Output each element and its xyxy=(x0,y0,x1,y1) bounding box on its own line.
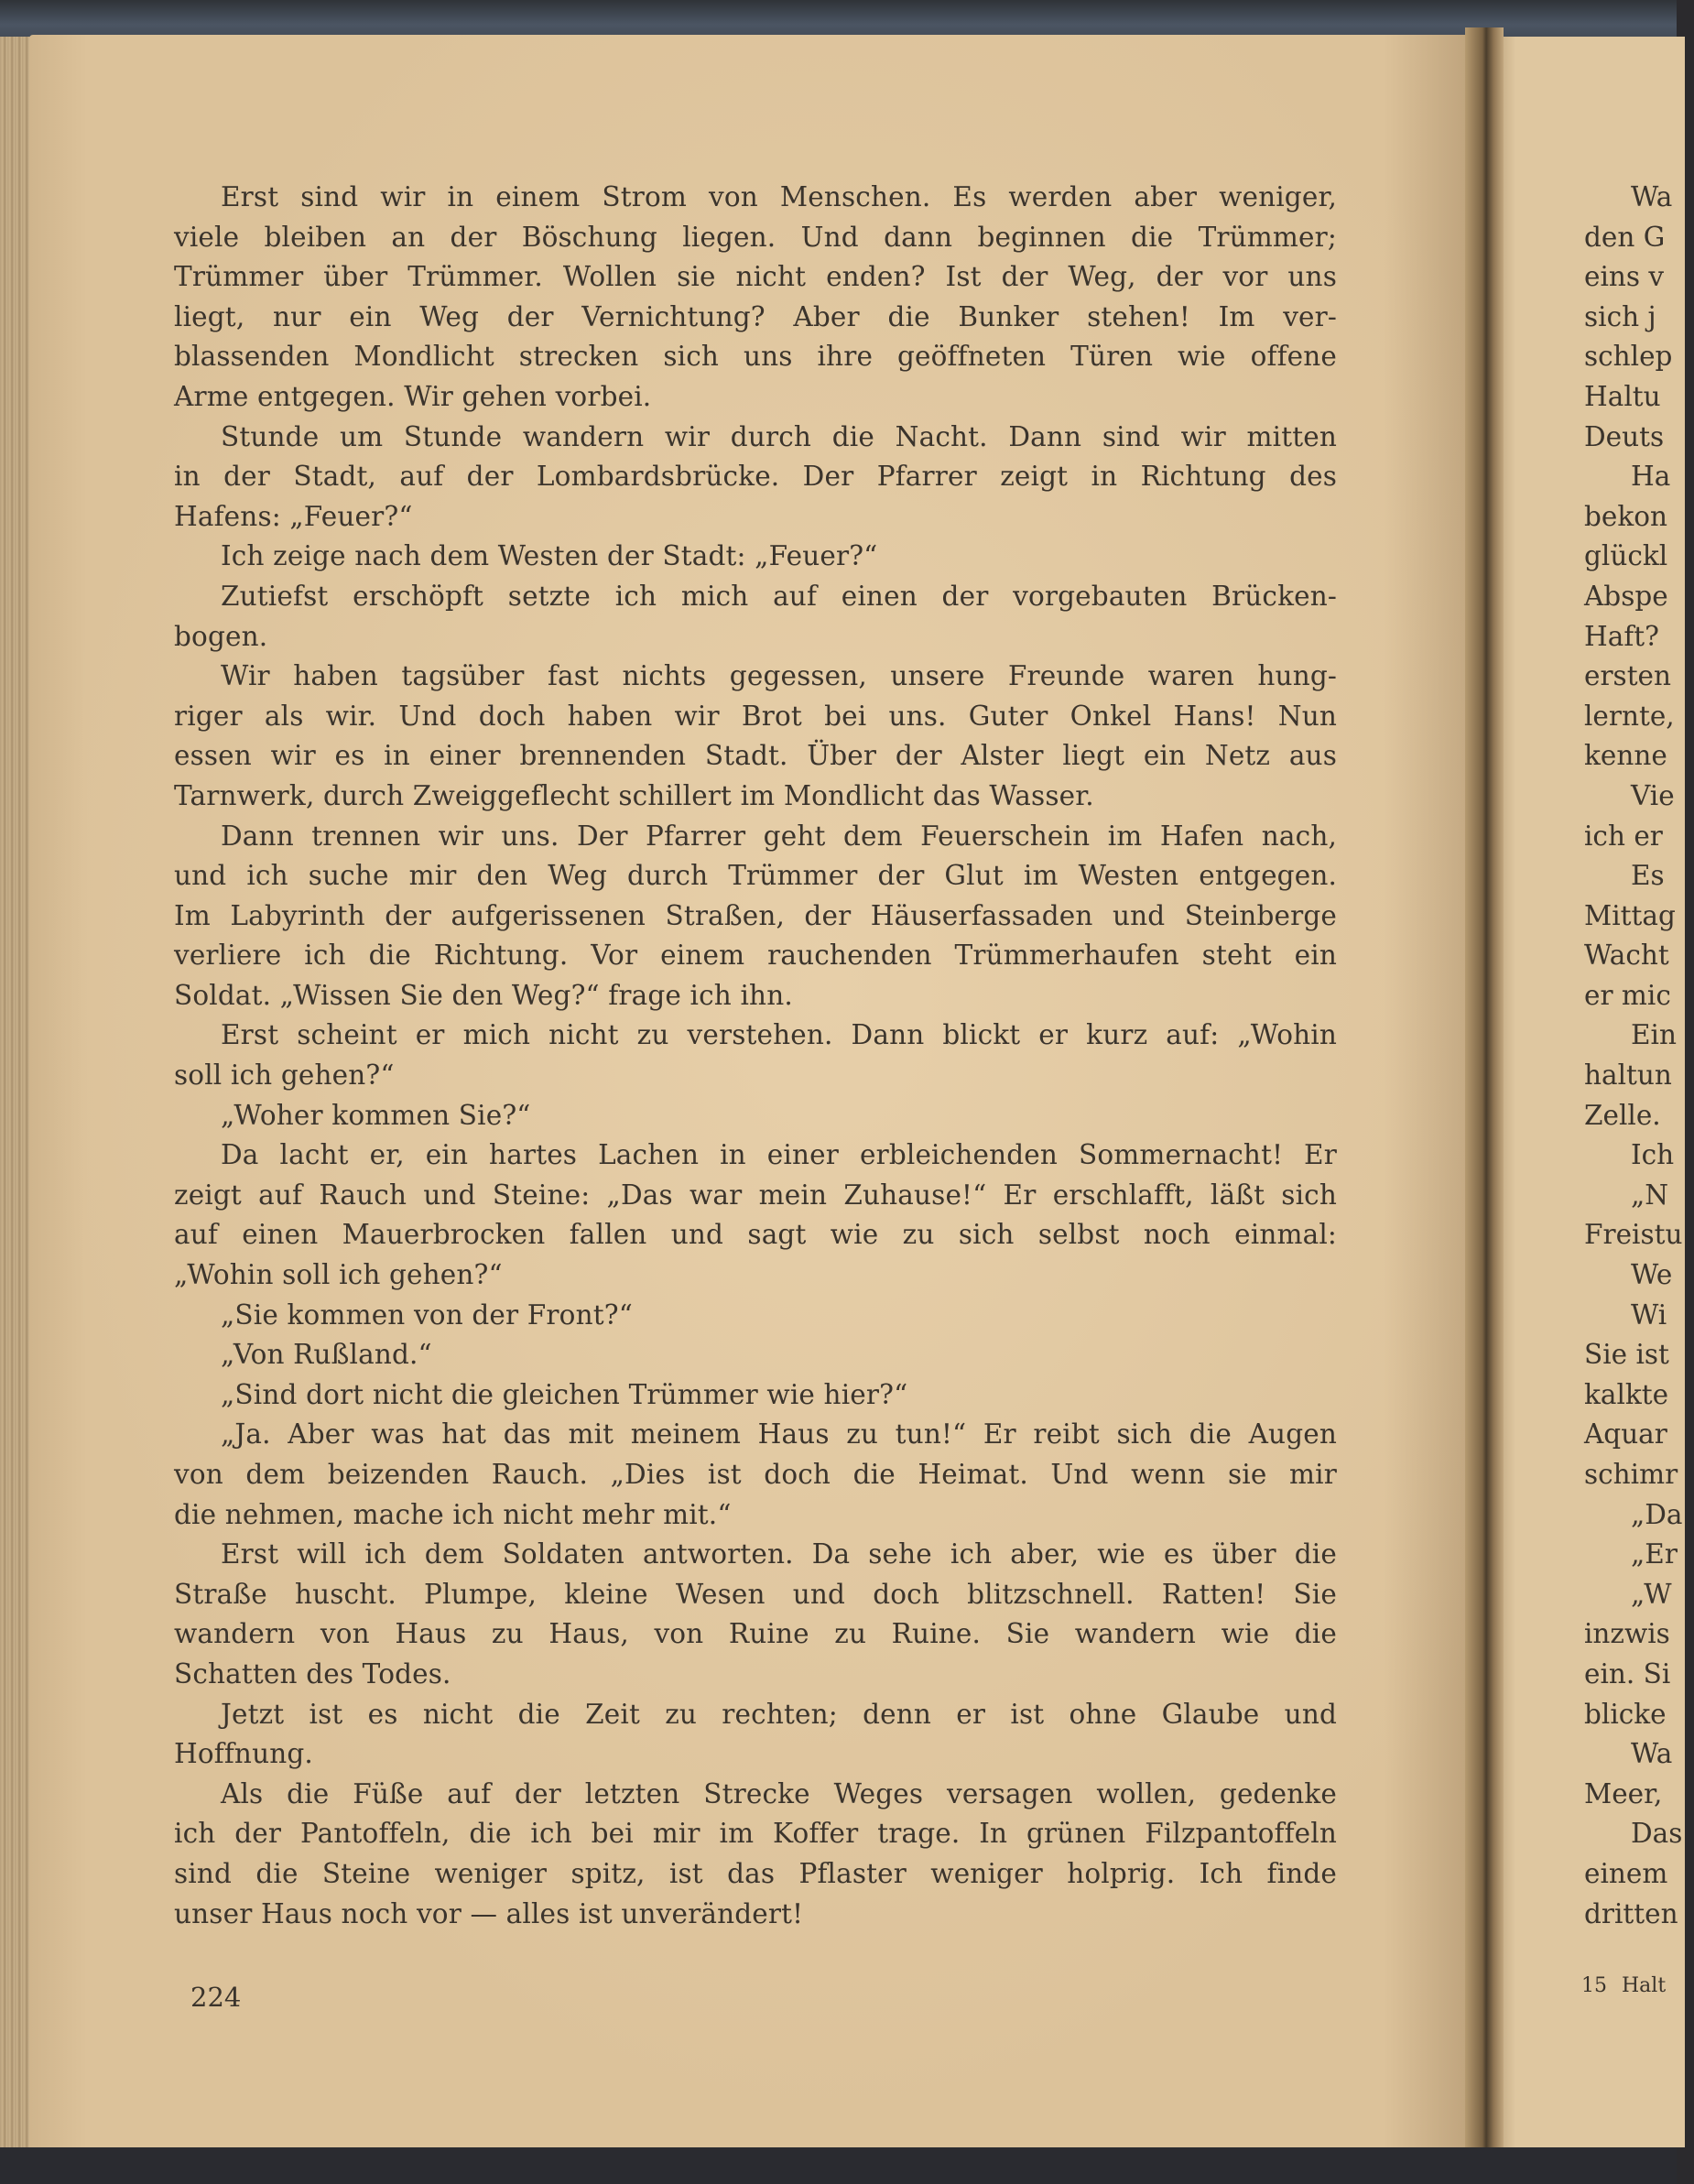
text-line: Trümmer über Trümmer. Wollen sie nicht enden? Ist der Weg, der vor uns xyxy=(174,261,1337,293)
text-line: „Ja. Aber was hat das mit meinem Haus zu tun!“ Er reibt sich die Augen xyxy=(221,1418,1337,1451)
text-line: Soldat. „Wissen Sie den Weg?“ frage ich ihn. xyxy=(174,979,793,1011)
text-line: „Sie kommen von der Front?“ xyxy=(221,1298,633,1331)
right-text-fragment: „W xyxy=(1631,1578,1672,1610)
right-text-fragment: Abspe xyxy=(1584,580,1668,612)
right-page-footer xyxy=(1581,1974,1666,1997)
right-text-fragment: Ha xyxy=(1631,461,1671,493)
right-text-fragment: Haft? xyxy=(1584,620,1659,652)
text-line: „Sind dort nicht die gleichen Trümmer wie hier?“ xyxy=(221,1378,908,1410)
right-text-fragment: We xyxy=(1631,1259,1673,1291)
text-line: sind die Steine weniger spitz, ist das Pflaster weniger holprig. Ich finde xyxy=(174,1857,1337,1889)
text-line: die nehmen, mache ich nicht mehr mit.“ xyxy=(174,1498,732,1530)
text-line: Ich zeige nach dem Westen der Stadt: „Feuer?“ xyxy=(221,540,878,572)
right-text-fragment: inzwis xyxy=(1584,1618,1670,1650)
right-text-fragment: Freistu xyxy=(1584,1219,1683,1251)
right-text-fragment: Es xyxy=(1631,860,1665,892)
text-line: Tarnwerk, durch Zweiggeflecht schillert im Mondlicht das Wasser. xyxy=(174,779,1094,811)
right-text-fragment: sich j xyxy=(1584,300,1656,332)
right-text-fragment: ersten xyxy=(1584,660,1672,692)
right-text-fragment: Deuts xyxy=(1584,420,1665,452)
text-line: Erst sind wir in einem Strom von Menschen. Es werden aber weniger, xyxy=(221,181,1337,212)
left-page-text xyxy=(174,178,1337,1934)
right-text-fragment: Wacht xyxy=(1584,940,1669,972)
text-line: Arme entgegen. Wir gehen vorbei. xyxy=(174,380,652,412)
text-line: bogen. xyxy=(174,620,268,652)
text-line: „Wohin soll ich gehen?“ xyxy=(174,1259,503,1291)
right-text-fragment: kenne xyxy=(1584,740,1667,772)
text-line: Hafens: „Feuer?“ xyxy=(174,500,413,532)
text-line: Stunde um Stunde wandern wir durch die Nacht. Dann sind wir mitten xyxy=(221,420,1337,452)
right-text-fragment: „Er xyxy=(1631,1538,1678,1570)
right-text-fragment: Wa xyxy=(1631,181,1673,212)
text-line: blassenden Mondlicht strecken sich uns ihre geöffneten Türen wie offene xyxy=(174,341,1337,373)
bottom-binding-edge xyxy=(0,2147,1677,2184)
text-line: auf einen Mauerbrocken fallen und sagt wie zu sich selbst noch einmal: xyxy=(174,1219,1337,1251)
text-line: „Woher kommen Sie?“ xyxy=(221,1099,531,1131)
right-text-fragment: dritten xyxy=(1584,1897,1678,1929)
right-text-fragment: „Da xyxy=(1631,1498,1683,1530)
right-text-fragment: er mic xyxy=(1584,979,1671,1011)
text-line: Da lacht er, ein hartes Lachen in einer erbleichenden Sommernacht! Er xyxy=(221,1139,1337,1171)
text-line: Wir haben tagsüber fast nichts gegessen, unsere Freunde waren hung- xyxy=(221,660,1337,692)
right-text-fragment: den G xyxy=(1584,221,1666,253)
right-text-fragment: eins v xyxy=(1584,261,1665,293)
text-line: und ich suche mir den Weg durch Trümmer der Glut im Westen entgegen. xyxy=(174,860,1337,892)
right-text-fragment: Sie ist xyxy=(1584,1339,1669,1371)
text-line: liegt, nur ein Weg der Vernichtung? Aber die Bunker stehen! Im ver- xyxy=(174,300,1337,332)
right-text-fragment: schimr xyxy=(1584,1459,1678,1490)
text-line: Als die Füße auf der letzten Strecke Weges versagen wollen, gedenke xyxy=(221,1777,1337,1809)
text-line: essen wir es in einer brennenden Stadt. Über der Alster liegt ein Netz aus xyxy=(174,740,1337,772)
text-line: in der Stadt, auf der Lombardsbrücke. Der Pfarrer zeigt in Richtung des xyxy=(174,461,1337,493)
right-text-fragment: Mittag xyxy=(1584,899,1676,931)
text-line: Im Labyrinth der aufgerissenen Straßen, der Häuserfassaden und Steinberge xyxy=(174,899,1337,931)
right-page-text xyxy=(1584,178,1694,1934)
right-text-fragment: bekon xyxy=(1584,500,1667,532)
text-line: Straße huscht. Plumpe, kleine Wesen und doch blitzschnell. Ratten! Sie xyxy=(174,1578,1337,1610)
signature-title: Halt xyxy=(1622,1974,1667,1997)
text-line: „Von Rußland.“ xyxy=(221,1339,432,1371)
right-text-fragment: Das xyxy=(1631,1818,1683,1850)
text-line: Hoffnung. xyxy=(174,1738,313,1770)
right-text-fragment: Wa xyxy=(1631,1738,1673,1770)
right-text-fragment: glückl xyxy=(1584,540,1668,572)
text-line: soll ich gehen?“ xyxy=(174,1059,395,1092)
right-text-fragment: Zelle. xyxy=(1584,1099,1661,1131)
text-line: Jetzt ist es nicht die Zeit zu rechten; denn er ist ohne Glaube und xyxy=(221,1698,1337,1730)
text-line: Schatten des Todes. xyxy=(174,1657,451,1690)
text-line: von dem beizenden Rauch. „Dies ist doch die Heimat. Und wenn sie mir xyxy=(174,1459,1337,1490)
book-gutter xyxy=(1465,27,1504,2161)
right-text-fragment: Haltu xyxy=(1584,380,1661,412)
right-text-fragment: Ich xyxy=(1631,1139,1675,1171)
right-text-fragment: schlep xyxy=(1584,341,1673,373)
text-line: unser Haus noch vor — alles ist unverändert! xyxy=(174,1897,804,1929)
text-line: Erst scheint er mich nicht zu verstehen. Dann blickt er kurz auf: „Wohin xyxy=(221,1019,1337,1051)
right-text-fragment: lernte, xyxy=(1584,700,1675,732)
text-line: riger als wir. Und doch haben wir Brot bei uns. Guter Onkel Hans! Nun xyxy=(174,700,1337,732)
text-line: viele bleiben an der Böschung liegen. Und dann beginnen die Trümmer; xyxy=(174,221,1337,253)
text-line: Zutiefst erschöpft setzte ich mich auf einen der vorgebauten Brücken- xyxy=(221,580,1337,612)
text-line: verliere ich die Richtung. Vor einem rauchenden Trümmerhaufen steht ein xyxy=(174,940,1337,972)
text-line: zeigt auf Rauch und Steine: „Das war mein Zuhause!“ Er erschlafft, läßt sich xyxy=(174,1179,1337,1211)
page-number: 224 xyxy=(190,1982,242,2013)
text-line: ich der Pantoffeln, die ich bei mir im Koffer trage. In grünen Filzpantoffeln xyxy=(174,1818,1337,1850)
right-text-fragment: einem xyxy=(1584,1857,1668,1889)
signature-number: 15 xyxy=(1581,1974,1607,1997)
right-text-fragment: ein. Si xyxy=(1584,1657,1671,1690)
right-text-fragment: kalkte xyxy=(1584,1378,1669,1410)
right-text-fragment: blicke xyxy=(1584,1698,1667,1730)
right-text-fragment: Meer, xyxy=(1584,1777,1663,1809)
right-text-fragment: Ein xyxy=(1631,1019,1677,1051)
text-line: Erst will ich dem Soldaten antworten. Da sehe ich aber, wie es über die xyxy=(221,1538,1337,1570)
right-text-fragment: Wi xyxy=(1631,1298,1667,1331)
right-text-fragment: „N xyxy=(1631,1179,1669,1211)
right-text-fragment: Vie xyxy=(1631,779,1675,811)
right-text-fragment: haltun xyxy=(1584,1059,1672,1092)
text-line: wandern von Haus zu Haus, von Ruine zu Ruine. Sie wandern wie die xyxy=(174,1618,1337,1650)
right-text-fragment: ich er xyxy=(1584,820,1663,852)
text-line: Dann trennen wir uns. Der Pfarrer geht dem Feuerschein im Hafen nach, xyxy=(221,820,1337,852)
right-text-fragment: Aquar xyxy=(1584,1418,1667,1451)
